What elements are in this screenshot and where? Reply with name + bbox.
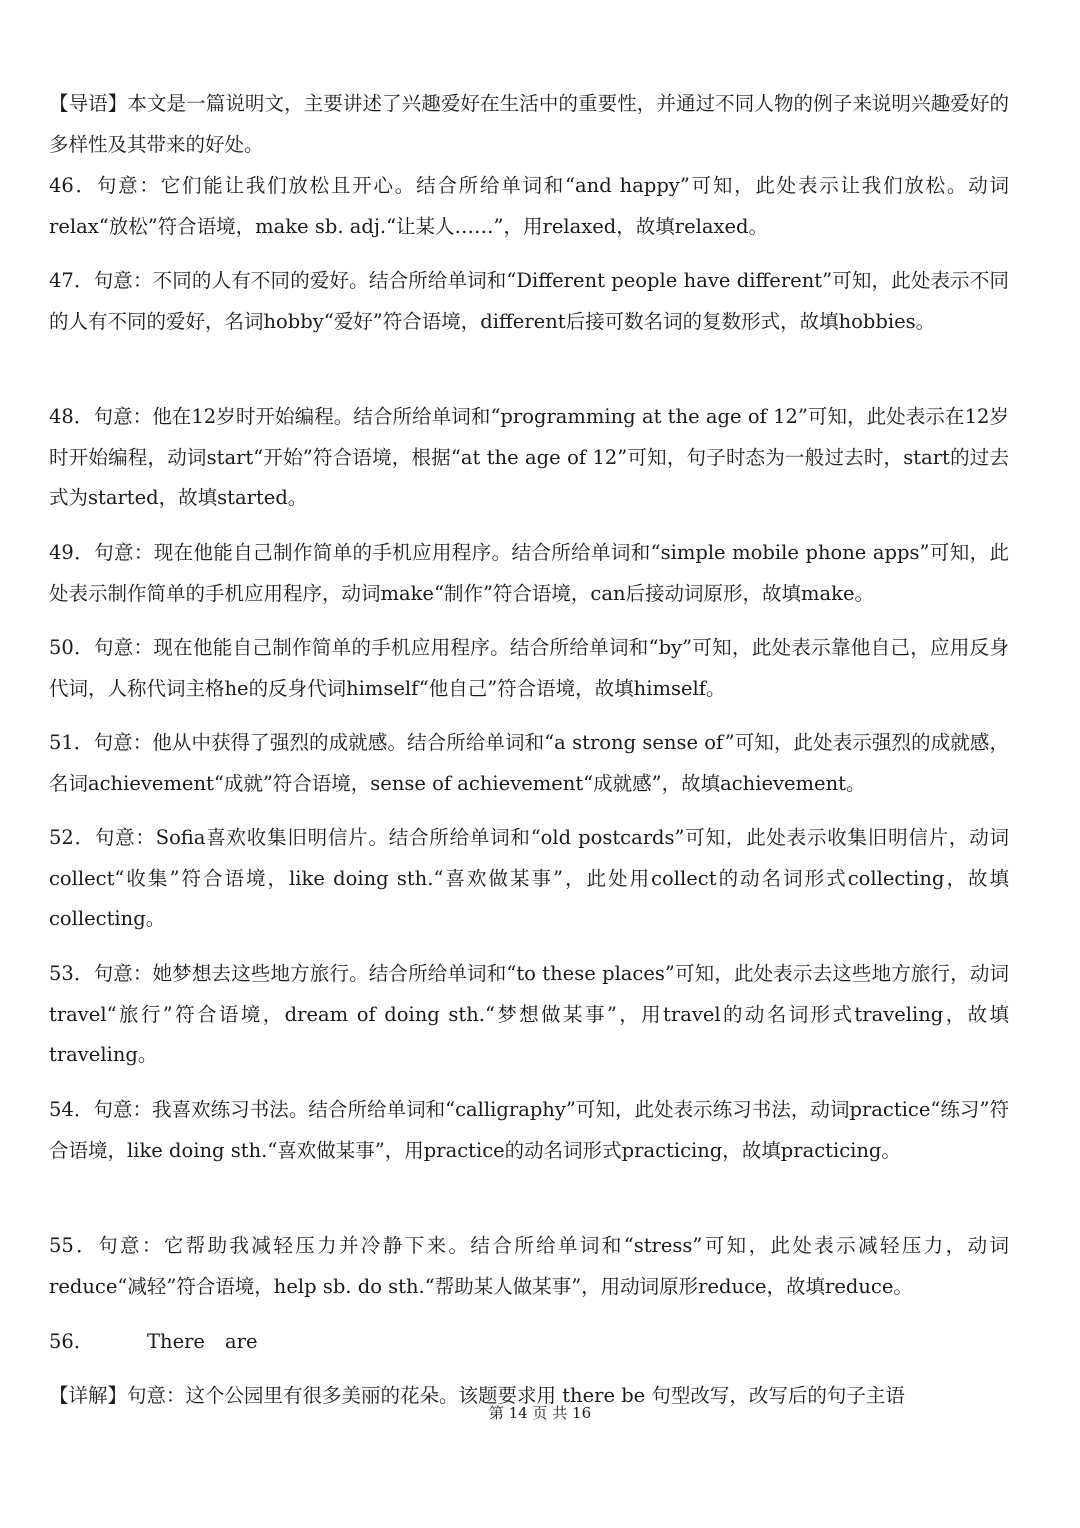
detail-paragraph: 【详解】句意：这个公园里有很多美丽的花朵。该题要求用 there be 句型改写，改写后的句子主语	[49, 1384, 905, 1407]
explanation-50: 50．句意：现在他能自己制作简单的手机应用程序。结合所给单词和“by”可知，此处表示靠他自己，应用反身代词，人称代词主格he的反身代词himself“他自己”符合语境，故填himself。	[49, 636, 1009, 700]
explanation-48: 48．句意：他在12岁时开始编程。结合所给单词和“programming at the age of 12”可知，此处表示在12岁时开始编程，动词start“开始”符合语境，根据“at the age of 12”可知，句子时态为一般过去时，start的过去式为started，故填started。	[49, 405, 1009, 509]
answer-56-word-2: are	[225, 1330, 258, 1353]
explanation-49: 49．句意：现在他能自己制作简单的手机应用程序。结合所给单词和“simple mobile phone apps”可知，此处表示制作简单的手机应用程序，动词make“制作”符合语境，can后接动词原形，故填make。	[49, 541, 1009, 605]
answer-56	[49, 1322, 258, 1362]
explanation-54: 54．句意：我喜欢练习书法。结合所给单词和“calligraphy”可知，此处表示练习书法，动词practice“练习”符合语境，like doing sth.“喜欢做某事”，用practice的动名词形式practicing，故填practicing。	[49, 1098, 1009, 1162]
explanation-47: 47．句意：不同的人有不同的爱好。结合所给单词和“Different people have different”可知，此处表示不同的人有不同的爱好，名词hobby“爱好”符合语境，different后接可数名词的复数形式，故填hobbies。	[49, 269, 1009, 333]
explanation-55: 55．句意：它帮助我减轻压力并冷静下来。结合所给单词和“stress”可知，此处表示减轻压力，动词reduce“减轻”符合语境，help sb. do sth.“帮助某人做某事”，用动词原形reduce，故填reduce。	[49, 1234, 1009, 1298]
intro-paragraph: 【导语】本文是一篇说明文，主要讲述了兴趣爱好在生活中的重要性，并通过不同人物的例子来说明兴趣爱好的多样性及其带来的好处。	[49, 92, 1009, 156]
answer-56-number: 56．	[49, 1330, 94, 1353]
answer-56-word-1: There	[147, 1330, 205, 1353]
explanation-51: 51．句意：他从中获得了强烈的成就感。结合所给单词和“a strong sense of”可知，此处表示强烈的成就感，名词achievement“成就”符合语境，sense of achievement“成就感”，故填achievement。	[49, 731, 1009, 795]
explanation-46: 46．句意：它们能让我们放松且开心。结合所给单词和“and happy”可知，此处表示让我们放松。动词relax“放松”符合语境，make sb. adj.“让某人……”，用relaxed，故填relaxed。	[49, 174, 1009, 238]
explanation-53: 53．句意：她梦想去这些地方旅行。结合所给单词和“to these places”可知，此处表示去这些地方旅行，动词travel“旅行”符合语境，dream of doing sth.“梦想做某事”，用travel的动名词形式traveling，故填traveling。	[49, 962, 1009, 1066]
page-footer: 第 14 页 共 16	[488, 1404, 592, 1422]
explanation-52: 52．句意：Sofia喜欢收集旧明信片。结合所给单词和“old postcards”可知，此处表示收集旧明信片，动词collect“收集”符合语境，like doing sth.“喜欢做某事”，此处用collect的动名词形式collecting，故填collecting。	[49, 826, 1009, 930]
